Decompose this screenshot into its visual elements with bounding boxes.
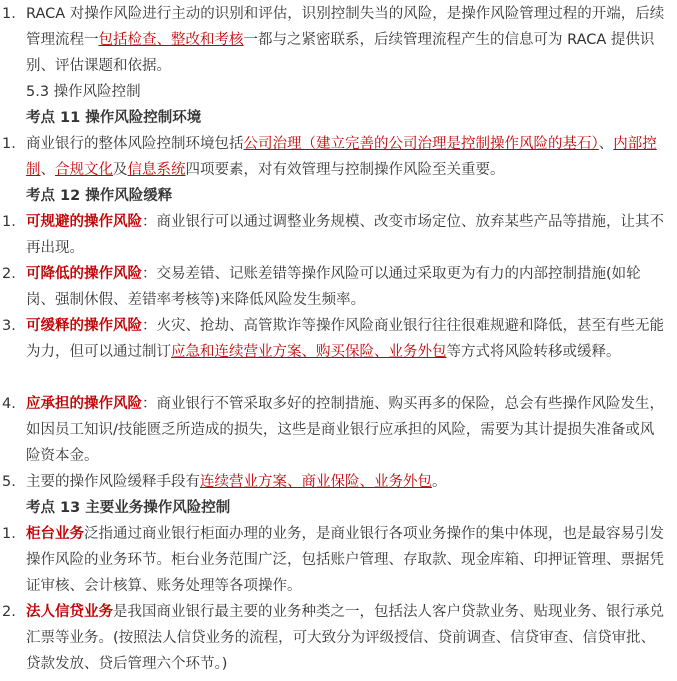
list-number: 2. [2, 266, 16, 282]
paragraph-counter-business: 柜台业务泛指通过商业银行柜面办理的业务，是商业银行各项业务操作的集中体现，也是最容易引发操作风险的业务环节。柜台业务范围广泛，包括账户管理、存取款、现金库箱、印押证管理、票据凭证审核、会计核算、账务处理等各项操作。 [26, 526, 664, 594]
link-inspection[interactable]: 包括检查、整改和考核 [98, 32, 244, 48]
list-number: 1. [2, 136, 16, 152]
list-number: 4. [2, 396, 16, 412]
list-number: 3. [2, 318, 16, 334]
list-item-raca [0, 1, 668, 79]
list-item-control-environment [0, 131, 668, 183]
link-compliance-culture[interactable]: 合规文化 [55, 162, 113, 178]
term-mitigable-risk: 可缓释的操作风险 [26, 318, 142, 334]
link-contingency-plans[interactable]: 应急和连续营业方案、购买保险、业务外包 [171, 344, 447, 360]
list-item-borne-risk [0, 391, 668, 469]
paragraph-raca: RACA 对操作风险进行主动的识别和评估，识别控制失当的风险，是操作风险管理过程的开端，后续管理流程一包括检查、整改和考核一都与之紧密联系，后续管理流程产生的信息可为 RACA 提供识别、评估课题和依据。 [26, 6, 665, 74]
paragraph-borne-risk: 应承担的操作风险：商业银行不管采取多好的控制措施、购买再多的保险，总会有些操作风险发生，如因员工知识/技能匮乏所造成的损失，这些是商业银行应承担的风险，需要为其计提损失准备或风险资本金。 [26, 396, 664, 464]
link-mitigation-means[interactable]: 连续营业方案、商业保险、业务外包 [200, 474, 432, 490]
link-information-system[interactable]: 信息系统 [127, 162, 186, 178]
point-11-heading: 考点 11 操作风险控制环境 [26, 110, 202, 126]
list-number: 2. [2, 604, 16, 620]
paragraph-control-environment: 商业银行的整体风险控制环境包括公司治理（建立完善的公司治理是控制操作风险的基石）、内部控制、合规文化及信息系统四项要素，对有效管理与控制操作风险至关重要。 [26, 136, 657, 178]
list-item-mitigable-risk [0, 313, 668, 365]
list-item-reducible-risk [0, 261, 668, 313]
section-5-3-title: 5.3 操作风险控制 [26, 84, 141, 100]
term-avoidable-risk: 可规避的操作风险 [26, 214, 142, 230]
list-item-mitigation-means [0, 469, 668, 495]
term-counter-business: 柜台业务 [26, 526, 84, 542]
paragraph-mitigable-risk: 可缓释的操作风险：火灾、抢劫、高管欺诈等操作风险商业银行往往很难规避和降低，甚至有些无能为力，但可以通过制订应急和连续营业方案、购买保险、业务外包等方式将风险转移或缓释。 [26, 318, 664, 360]
list-item-corporate-credit [0, 599, 668, 677]
list-number: 1. [2, 6, 16, 22]
paragraph-avoidable-risk: 可规避的操作风险：商业银行可以通过调整业务规模、改变市场定位、放弃某些产品等措施，让其不再出现。 [26, 214, 664, 256]
paragraph-reducible-risk: 可降低的操作风险：交易差错、记账差错等操作风险可以通过采取更为有力的内部控制措施(如轮岗、强制休假、差错率考核等)来降低风险发生频率。 [26, 266, 641, 308]
term-reducible-risk: 可降低的操作风险 [26, 266, 142, 282]
paragraph-mitigation-means: 主要的操作风险缓释手段有连续营业方案、商业保险、业务外包。 [26, 474, 447, 490]
link-internal-control[interactable]: 内部控制 [26, 136, 657, 178]
paragraph-corporate-credit: 法人信贷业务是我国商业银行最主要的业务种类之一，包括法人客户贷款业务、贴现业务、银行承兑汇票等业务。(按照法人信贷业务的流程，可大致分为评级授信、贷前调查、信贷审查、信贷审批、贷款发放、贷后管理六个环节。) [26, 604, 664, 672]
list-item-counter-business [0, 521, 668, 599]
point-12-heading: 考点 12 操作风险缓释 [26, 188, 173, 204]
list-number: 1. [2, 526, 16, 542]
list-number: 5. [2, 474, 16, 490]
list-item-avoidable-risk [0, 209, 668, 261]
term-corporate-credit: 法人信贷业务 [26, 604, 113, 620]
link-corporate-governance[interactable]: 公司治理（建立完善的公司治理是控制操作风险的基石） [243, 136, 599, 152]
list-number: 1. [2, 214, 16, 230]
term-borne-risk: 应承担的操作风险 [26, 396, 142, 412]
point-13-heading: 考点 13 主要业务操作风险控制 [26, 500, 231, 516]
